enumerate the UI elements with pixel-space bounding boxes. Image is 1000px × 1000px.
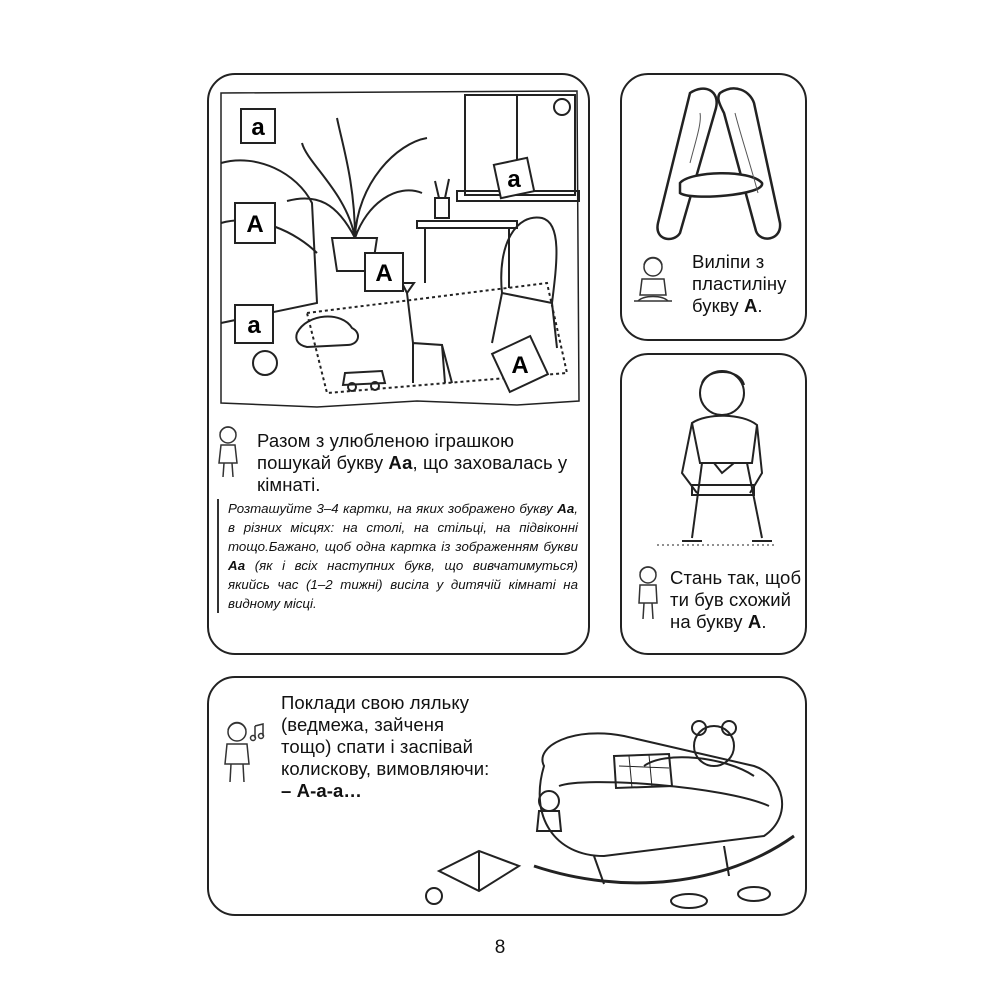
child-modeling-icon	[632, 255, 674, 310]
pose-panel	[620, 353, 807, 655]
lullaby-panel	[207, 676, 807, 916]
letter-card-upper-bed	[235, 203, 275, 243]
page-number: 8	[494, 937, 506, 958]
room-panel	[207, 73, 590, 655]
child-standing-icon	[632, 565, 664, 621]
svg-text:A: A	[375, 260, 393, 287]
child-singing-icon	[217, 718, 272, 788]
svg-text:A: A	[511, 352, 529, 379]
plasticine-panel	[620, 73, 807, 341]
svg-text:A: A	[246, 211, 264, 238]
svg-text:a: a	[251, 114, 265, 141]
child-thinking-icon	[213, 425, 243, 480]
room-illustration	[217, 83, 582, 413]
cradle-illustration	[424, 706, 804, 911]
pose-instruction: Стань так, щоб ти був схожий на букву А.	[670, 567, 802, 632]
letter-card-lower-wall	[241, 109, 275, 143]
plasticine-instruction: Виліпи з пластиліну букву А.	[692, 251, 787, 316]
child-pose-illustration	[652, 363, 782, 548]
room-instruction: Разом з улюбленою іграшкою пошукай букву Аа, що заховалась у кімнаті.	[257, 430, 568, 495]
letter-card-upper-rug	[492, 336, 548, 392]
letter-card-upper-pot	[365, 253, 403, 291]
svg-text:a: a	[247, 312, 261, 339]
svg-text:a: a	[507, 166, 521, 193]
plasticine-letter-illustration	[650, 83, 785, 243]
lullaby-instruction: Поклади свою ляльку (ведмежа, зайченя тощо) спати і заспівай колискову, вимовляючи: – А-а-а…	[281, 692, 490, 801]
letter-card-lower-floor	[235, 305, 273, 343]
letter-card-lower-window	[494, 158, 534, 198]
parent-note: Розташуйте 3–4 картки, на яких зображено букву Аа, в різних місцях: на столі, на стільці, на підвіконні тощо.Бажано, щоб одна картка із зображенням букви Аа (як і всіх наступних букв, що вивчатимуться) якийсь час (1–2 тижні) висіла у дитячій кімнаті на видному місці.	[217, 499, 578, 613]
